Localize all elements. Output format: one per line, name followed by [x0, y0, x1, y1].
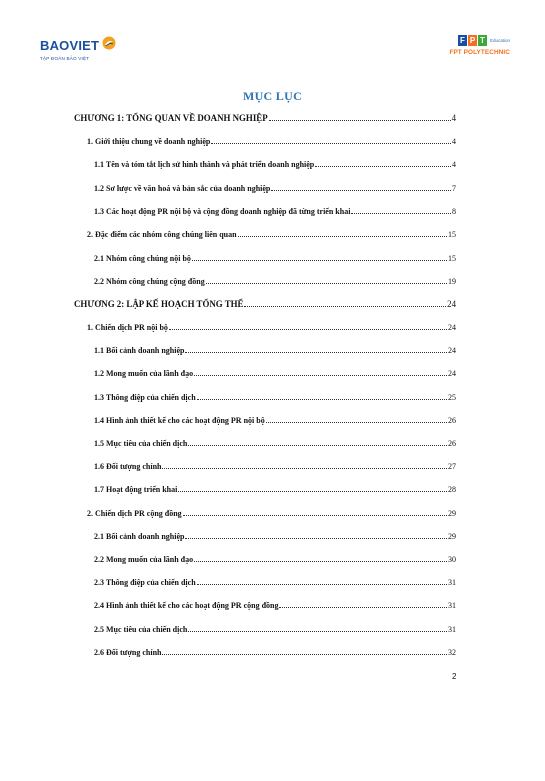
toc-leader-dots	[188, 445, 447, 446]
toc-entry-label: 1.1 Tên và tóm tắt lịch sử hình thành và phát triển doanh nghiệp	[94, 160, 315, 169]
toc-entry-page: 8	[452, 207, 456, 216]
toc-entry[interactable]	[94, 625, 456, 635]
toc-leader-dots	[244, 306, 446, 307]
fpt-education-label: Education	[489, 38, 510, 43]
toc-entry-page: 25	[448, 393, 456, 402]
toc-entry-page: 24	[448, 369, 456, 378]
baoviet-subtitle: TẬP ĐOÀN BẢO VIỆT	[40, 56, 90, 61]
toc-leader-dots	[206, 283, 447, 284]
toc-entry-page: 28	[448, 485, 456, 494]
toc-leader-dots	[194, 375, 447, 376]
fpt-letter-p: P	[469, 36, 476, 45]
toc-entry-label: 1.6 Đối tượng chính	[94, 462, 162, 471]
toc-leader-dots	[269, 120, 451, 121]
toc-entry-label: 2.4 Hình ảnh thiết kế cho các hoạt động PR cộng đồng	[94, 601, 279, 610]
toc-entry-page: 24	[448, 323, 456, 332]
toc-entry-label: 2.2 Nhóm công chúng cộng đồng	[94, 277, 205, 286]
toc-entry-label: 1.2 Mong muốn của lãnh đạo	[94, 369, 194, 378]
toc-entry-page: 7	[452, 184, 456, 193]
toc-leader-dots	[183, 515, 447, 516]
toc-entry[interactable]	[87, 509, 456, 519]
toc-entry-page: 29	[448, 509, 456, 518]
toc-entry[interactable]	[94, 369, 456, 379]
toc-entry[interactable]	[74, 113, 456, 123]
toc-entry[interactable]	[94, 462, 456, 472]
toc-entry-page: 4	[452, 160, 456, 169]
toc-leader-dots	[197, 584, 447, 585]
toc-entry[interactable]	[94, 439, 456, 449]
fpt-letter-blocks	[458, 35, 488, 46]
toc-entry-label: 2.1 Bối cảnh doanh nghiệp	[94, 532, 185, 541]
toc-entry-label: 2. Chiến dịch PR cộng đồng	[87, 509, 182, 518]
toc-entry[interactable]	[94, 532, 456, 542]
toc-entry-page: 15	[448, 230, 456, 239]
toc-entry[interactable]	[94, 277, 456, 287]
toc-entry-page: 4	[452, 137, 456, 146]
toc-entry[interactable]	[94, 393, 456, 403]
toc-entry-label: 1.7 Hoạt động triển khai	[94, 485, 178, 494]
toc-leader-dots	[266, 422, 447, 423]
toc-leader-dots	[162, 468, 447, 469]
toc-entry[interactable]	[87, 323, 456, 333]
toc-entry-page: 30	[448, 555, 456, 564]
toc-entry-label: 1.4 Hình ảnh thiết kế cho các hoạt động PR nội bộ	[94, 416, 265, 425]
toc-leader-dots	[162, 654, 447, 655]
toc-entry[interactable]	[94, 578, 456, 588]
toc-entry[interactable]	[94, 555, 456, 565]
toc-entry-label: 1.1 Bối cảnh doanh nghiệp	[94, 346, 185, 355]
toc-entry-page: 31	[448, 578, 456, 587]
toc-leader-dots	[238, 236, 447, 237]
toc-entry-label: CHƯƠNG 2: LẬP KẾ HOẠCH TỔNG THỂ	[74, 299, 244, 309]
fpt-polytechnic-name: FPT POLYTECHNIC	[449, 49, 510, 56]
toc-entry[interactable]	[94, 346, 456, 356]
toc-entry-label: 2.3 Thông điệp của chiến dịch	[94, 578, 196, 587]
toc-leader-dots	[279, 607, 447, 608]
toc-entry[interactable]	[94, 416, 456, 426]
toc-entry[interactable]	[94, 648, 456, 658]
toc-entry-label: 1.3 Thông điệp của chiến dịch	[94, 393, 196, 402]
toc-leader-dots	[188, 631, 447, 632]
toc-entry-label: 1. Chiến dịch PR nội bộ	[87, 323, 168, 332]
toc-leader-dots	[192, 260, 447, 261]
fpt-letter-t: T	[478, 35, 487, 46]
toc-entry[interactable]	[94, 485, 456, 495]
toc-entry-page: 15	[448, 254, 456, 263]
toc-entry[interactable]	[87, 137, 456, 147]
toc-entry-page: 4	[451, 113, 456, 123]
toc-entry-page: 31	[448, 625, 456, 634]
toc-entry[interactable]	[94, 254, 456, 264]
toc-leader-dots	[194, 561, 447, 562]
toc-entry-page: 26	[448, 416, 456, 425]
toc-entry-page: 26	[448, 439, 456, 448]
toc-leader-dots	[315, 166, 451, 167]
toc-leader-dots	[271, 190, 451, 191]
toc-entry-page: 24	[447, 299, 456, 309]
baoviet-brand-text: BAOVIET	[40, 38, 100, 53]
toc-entry[interactable]	[94, 160, 456, 170]
fpt-letter-f: F	[458, 35, 467, 46]
page-number: 2	[452, 672, 457, 681]
baoviet-emblem-icon	[102, 36, 116, 55]
toc-entry-label: 1.5 Mục tiêu của chiến dịch	[94, 439, 188, 448]
toc-entry[interactable]	[74, 299, 456, 309]
toc-entry-label: 2.6 Đối tượng chính	[94, 648, 162, 657]
toc-entry-label: 2.2 Mong muốn của lãnh đạo	[94, 555, 194, 564]
toc-leader-dots	[169, 329, 447, 330]
toc-entry-label: 1.3 Các hoạt động PR nội bộ và cộng đồng doanh nghiệp đã từng triển khai	[94, 207, 351, 216]
baoviet-logo	[40, 36, 116, 61]
toc-entry-page: 31	[448, 601, 456, 610]
toc-leader-dots	[185, 538, 447, 539]
toc-leader-dots	[197, 399, 447, 400]
toc-entry-label: 2. Đặc điểm các nhóm công chúng liên quan	[87, 230, 237, 239]
toc-entry-page: 29	[448, 532, 456, 541]
toc-title: MỤC LỤC	[242, 89, 303, 103]
toc-entry-label: 1.2 Sơ lược về văn hoá và bản sắc của doanh nghiệp	[94, 184, 271, 193]
toc-entry-page: 19	[448, 277, 456, 286]
fpt-polytechnic-logo	[428, 35, 510, 56]
toc-entry-page: 32	[448, 648, 456, 657]
toc-leader-dots	[351, 213, 451, 214]
toc-entry-page: 27	[448, 462, 456, 471]
toc-leader-dots	[185, 352, 447, 353]
toc-entry[interactable]	[94, 184, 456, 194]
toc-entry-label: 2.1 Nhóm công chúng nội bộ	[94, 254, 191, 263]
toc-entry-page: 24	[448, 346, 456, 355]
toc-leader-dots	[211, 143, 451, 144]
toc-entry[interactable]	[94, 601, 456, 611]
toc-entry-label: 1. Giới thiệu chung về doanh nghiệp	[87, 137, 211, 146]
toc-entry[interactable]	[94, 207, 456, 217]
toc-leader-dots	[178, 491, 447, 492]
toc-entry-label: 2.5 Mục tiêu của chiến dịch	[94, 625, 188, 634]
toc-entry-label: CHƯƠNG 1: TỔNG QUAN VỀ DOANH NGHIỆP	[74, 113, 268, 123]
toc-entry[interactable]	[87, 230, 456, 240]
